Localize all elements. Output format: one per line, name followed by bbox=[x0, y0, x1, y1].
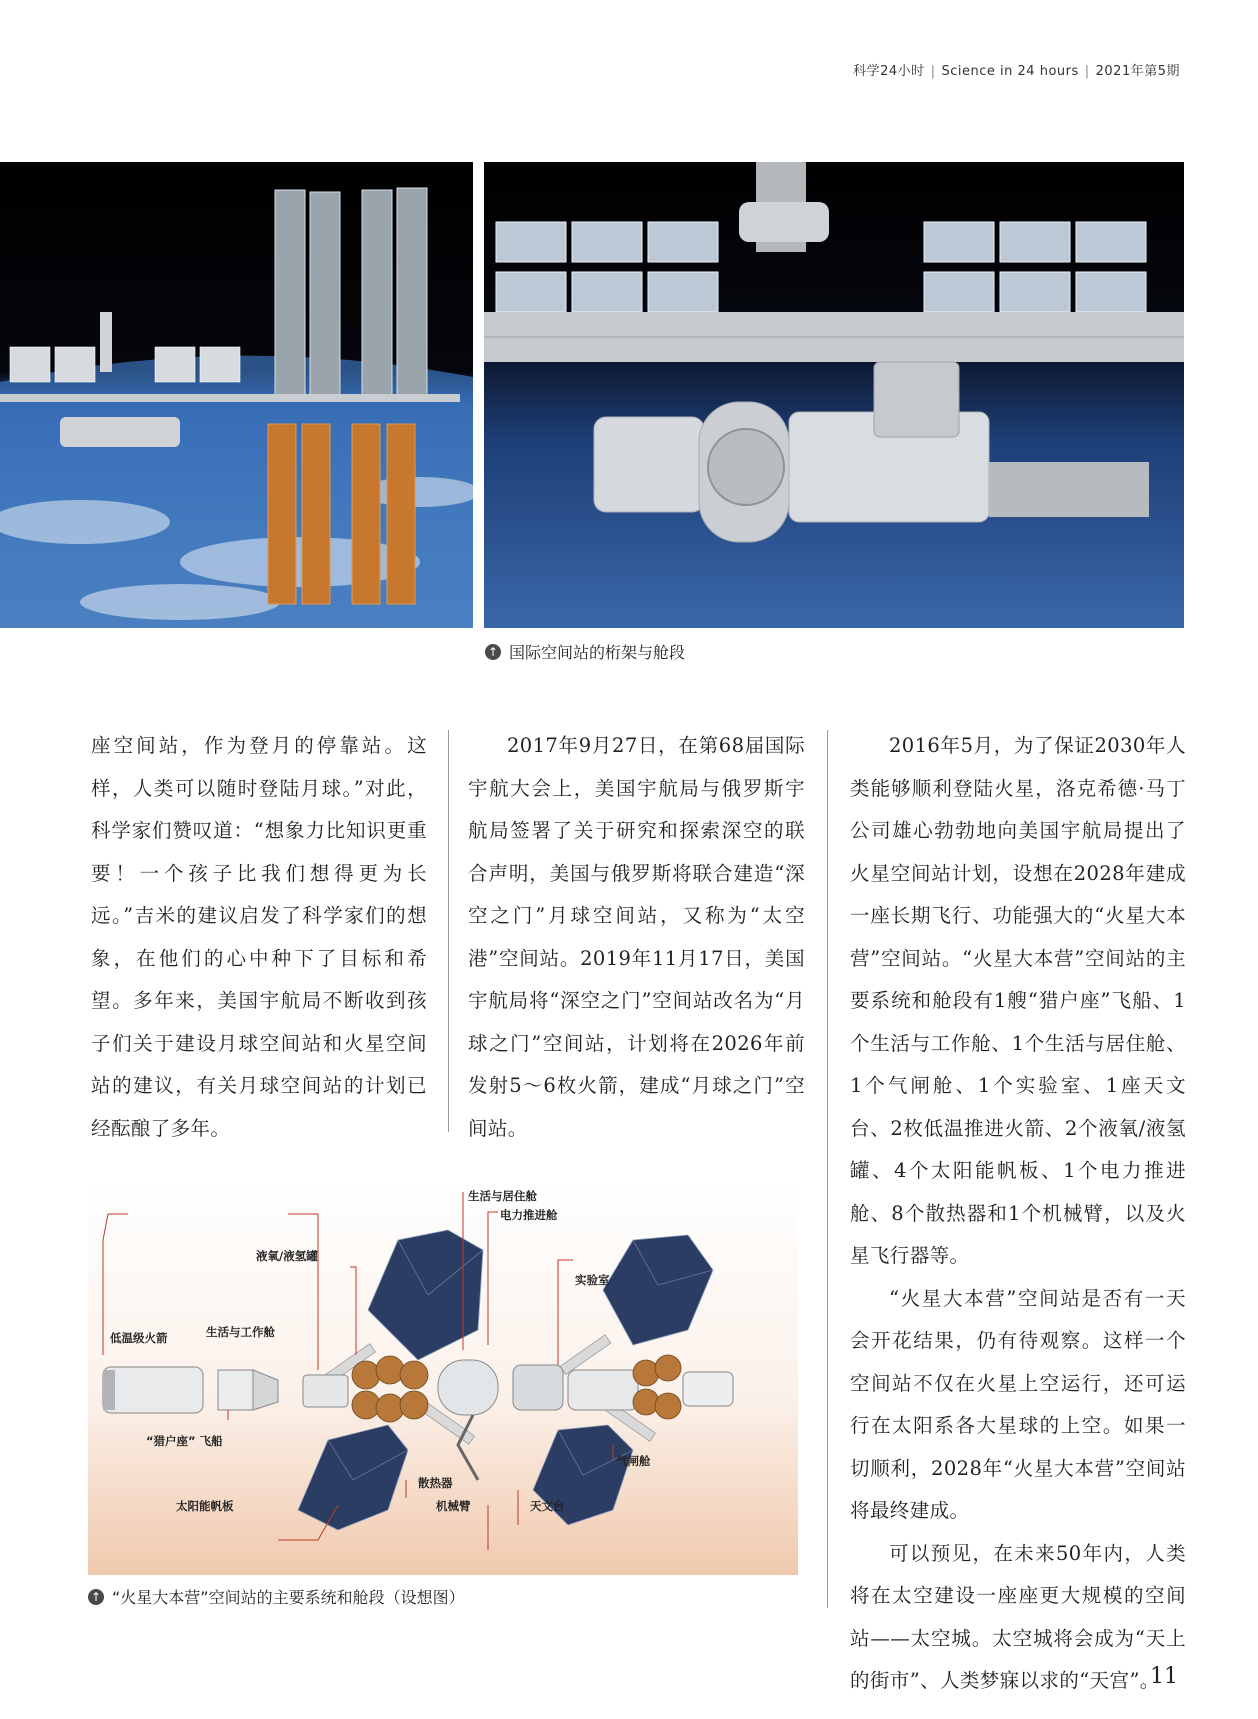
paragraph: 座空间站，作为登月的停靠站。这样，人类可以随时登陆月球。”对此，科学家们赞叹道：“想象力比知识更重要！一个孩子比我们想得更为长远。”吉米的建议启发了科学家们的想象，在他们的心中种下了目标和希望。多年来，美国宇航局不断收到孩子们关于建设月球空间站和火星空间站的建议，有关月球空间站的计划已经酝酿了多年。 bbox=[91, 734, 427, 1140]
label-cryo-rocket: 低温级火箭 bbox=[110, 1331, 168, 1345]
label-living-habitation: 生活与居住舱 bbox=[468, 1189, 537, 1203]
issue-number: 2021年第5期 bbox=[1095, 64, 1180, 79]
caption-mars-base-camp bbox=[88, 1585, 465, 1608]
text-column-3 bbox=[850, 725, 1186, 1703]
iss-closeup-photo bbox=[484, 162, 1184, 628]
label-electric-propulsion: 电力推进舱 bbox=[500, 1208, 558, 1222]
label-living-work: 生活与工作舱 bbox=[206, 1325, 275, 1339]
label-robotic-arm: 机械臂 bbox=[436, 1499, 471, 1513]
label-lox-lh2-tank: 液氧/液氢罐 bbox=[256, 1249, 318, 1263]
running-header: 科学24小时 | Science in 24 hours | 2021年第5期 bbox=[853, 64, 1180, 79]
paragraph: “火星大本营”空间站是否有一天会开花结果，仍有待观察。这样一个空间站不仅在火星上空运行，还可运行在太阳系各大星球的上空。如果一切顺利，2028年“火星大本营”空间站将最终建成。 bbox=[850, 1286, 1186, 1522]
page-number: 11 bbox=[1150, 1664, 1178, 1689]
paragraph: 可以预见，在未来50年内，人类将在太空建设一座座更大规模的空间站——太空城。太空城将会成为“天上的街市”、人类梦寐以求的“天宫”。 bbox=[850, 1541, 1186, 1692]
column-divider-2 bbox=[827, 730, 828, 1608]
caption-iss-text: 国际空间站的桁架与舱段 bbox=[509, 643, 686, 662]
mars-base-camp-diagram bbox=[88, 1180, 798, 1575]
paragraph: 2017年9月27日，在第68届国际宇航大会上，美国宇航局与俄罗斯宇航局签署了关于研究和探索深空的联合声明，美国与俄罗斯将联合建造“深空之门”月球空间站，又称为“太空港”空间站。2019年11月17日，美国宇航局将“深空之门”空间站改名为“月球之门”空间站，计划将在2026年前发射5～6枚火箭，建成“月球之门”空间站。 bbox=[468, 734, 805, 1140]
label-observatory: 天文台 bbox=[530, 1499, 565, 1513]
label-orion: “猎户座” 飞船 bbox=[146, 1434, 223, 1448]
magazine-english-name: Science in 24 hours bbox=[941, 64, 1079, 79]
caption-iss bbox=[485, 640, 685, 663]
iss-earth-photo bbox=[0, 162, 473, 628]
paragraph: 2016年5月，为了保证2030年人类能够顺利登陆火星，洛克希德·马丁公司雄心勃勃地向美国宇航局提出了火星空间站计划，设想在2028年建成一座长期飞行、功能强大的“火星大本营”空间站。“火星大本营”空间站的主要系统和舱段有1艘“猎户座”飞船、1个生活与工作舱、1个生活与居住舱、1个气闸舱、1个实验室、1座天文台、2枚低温推进火箭、2个液氧/液氢罐、4个太阳能帆板、1个电力推进舱、8个散热器和1个机械臂，以及火星飞行器等。 bbox=[850, 734, 1186, 1267]
label-laboratory: 实验室 bbox=[575, 1273, 610, 1287]
label-airlock: 气闸舱 bbox=[616, 1454, 651, 1468]
arrow-up-icon: ↑ bbox=[485, 644, 501, 660]
caption-mars-text: “火星大本营”空间站的主要系统和舱段（设想图） bbox=[112, 1588, 465, 1607]
magazine-name: 科学24小时 bbox=[853, 64, 925, 79]
text-column-1 bbox=[91, 725, 427, 1150]
column-divider-1 bbox=[448, 730, 449, 1132]
label-radiator: 散热器 bbox=[418, 1476, 453, 1490]
arrow-up-icon: ↑ bbox=[88, 1589, 104, 1605]
text-column-2 bbox=[468, 725, 805, 1150]
label-solar-panel: 太阳能帆板 bbox=[176, 1499, 234, 1513]
